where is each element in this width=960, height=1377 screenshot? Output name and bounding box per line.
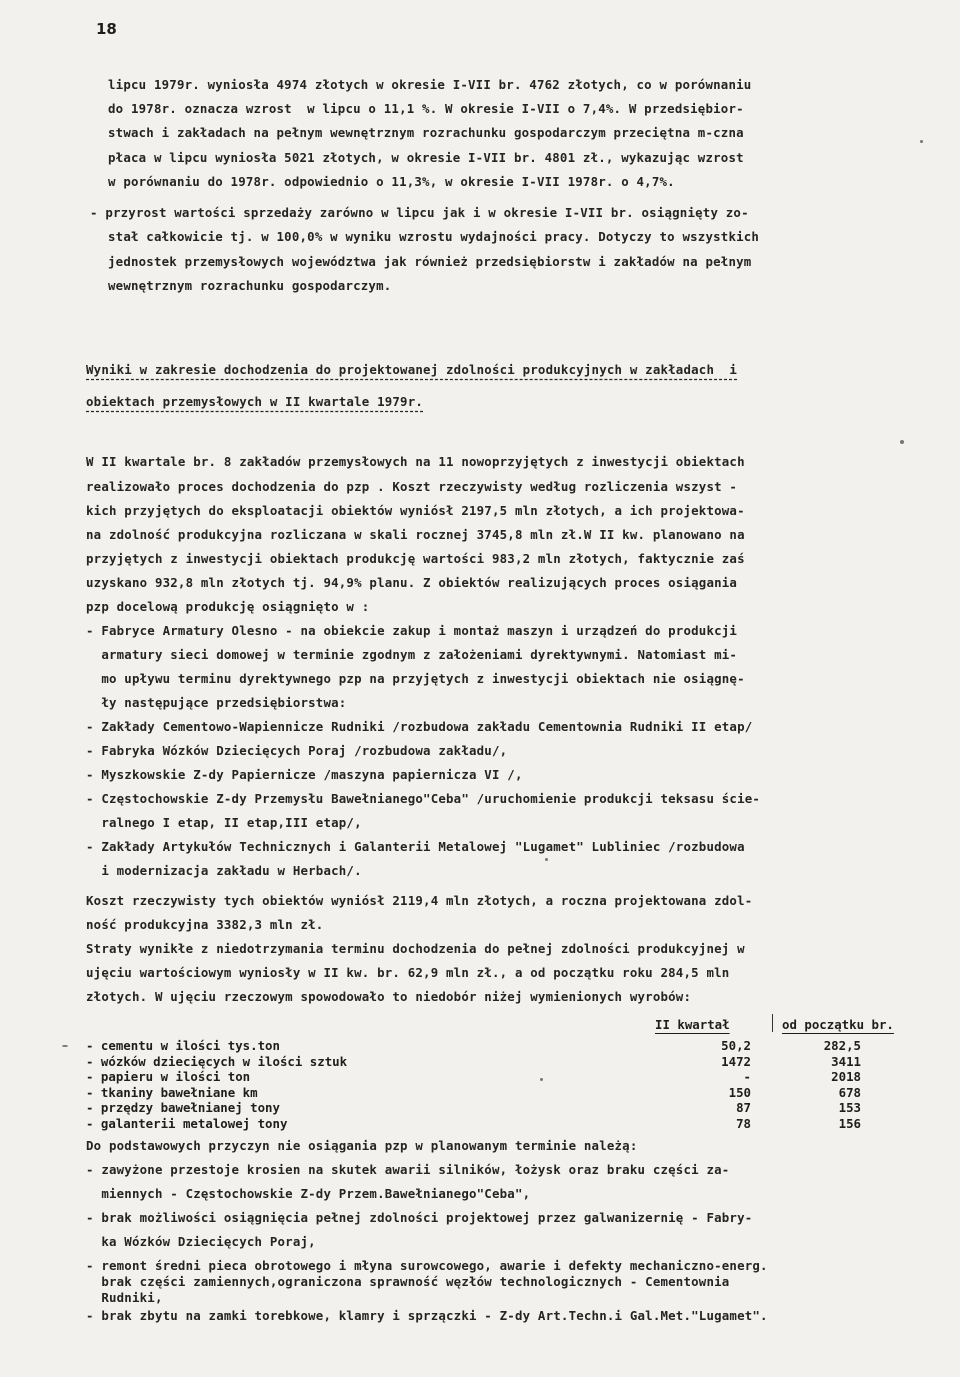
list-item: - brak możliwości osiągnięcia pełnej zdolności projektowej przez galwanizernię - Fabry-: [86, 1210, 753, 1225]
table-header-q2: II kwartał: [655, 1017, 730, 1032]
text-line: uzyskano 932,8 mln złotych tj. 94,9% planu. Z obiektów realizujących proces osiągania: [86, 575, 738, 590]
section-heading: obiektach przemysłowych w II kwartale 1979r.: [86, 394, 424, 409]
list-item: - brak zbytu na zamki torebkowe, klamry i sprzączki - Z-dy Art.Techn.i Gal.Met."Lugamet".: [86, 1308, 768, 1323]
list-item: brak części zamiennych,ograniczona sprawność węzłów technologicznych - Cementownia: [86, 1274, 730, 1289]
text-line: stwach i zakładach na pełnym wewnętrznym rozrachunku gospodarczym przeciętna m-czna: [108, 125, 744, 140]
table-divider: [772, 1014, 773, 1032]
list-item: Rudniki,: [86, 1290, 163, 1305]
table-cell-name: - tkaniny bawełniane km: [86, 1084, 258, 1100]
text-line: Straty wynikłe z niedotrzymania terminu dochodzenia do pełnej zdolności produkcyjnej w: [86, 941, 745, 956]
table-cell-ytd: 678: [838, 1084, 861, 1100]
table-cell-name: - wózków dziecięcych w ilości sztuk: [86, 1053, 348, 1069]
table-header-ytd: od początku br.: [782, 1017, 894, 1032]
list-item: - Zakłady Cementowo-Wapiennicze Rudniki /rozbudowa zakładu Cementownia Rudniki II etap/: [86, 719, 753, 734]
scan-speck: [920, 140, 923, 143]
text-line: płaca w lipcu wyniosła 5021 złotych, w okresie I-VII br. 4801 zł., wykazując wzrost: [108, 150, 744, 165]
text-line: realizowało proces dochodzenia do pzp . Koszt rzeczywisty według rozliczenia wszyst -: [86, 479, 738, 494]
scan-speck: [62, 1045, 68, 1047]
text-line: na zdolność produkcyjna rozliczana w skali rocznej 3745,8 mln zł.W II kw. planowano na: [86, 527, 745, 542]
page-number: 18: [96, 20, 117, 38]
table-cell-ytd: 282,5: [823, 1038, 861, 1053]
list-item: - Myszkowskie Z-dy Papiernicze /maszyna papiernicza VI /,: [86, 767, 523, 782]
table-cell-q2: 87: [736, 1100, 751, 1115]
table-row: [86, 1100, 906, 1116]
list-item: - Zakłady Artykułów Technicznych i Galanterii Metalowej "Lugamet" Lubliniec /rozbudowa: [86, 839, 745, 854]
text-line: wewnętrznym rozrachunku gospodarczym.: [108, 278, 392, 293]
text-line: przyjętych z inwestycji obiektach produkcję wartości 983,2 mln złotych, faktycznie zaś: [86, 551, 745, 566]
text-line: Koszt rzeczywisty tych obiektów wyniósł 2119,4 mln złotych, a roczna projektowana zdol-: [86, 893, 753, 908]
table-cell-ytd: 156: [838, 1115, 861, 1131]
text-line: - przyrost wartości sprzedaży zarówno w lipcu jak i w okresie I-VII br. osiągnięty zo-: [90, 205, 749, 220]
text-line: kich przyjętych do eksploatacji obiektów wyniósł 2197,5 mln złotych, a ich projektowa-: [86, 503, 745, 518]
list-item: - Fabryce Armatury Olesno - na obiekcie zakup i montaż maszyn i urządzeń do produkcji: [86, 623, 738, 638]
scan-speck: [545, 858, 548, 861]
text-line: ność produkcyjna 3382,3 mln zł.: [86, 917, 324, 932]
table-cell-name: - galanterii metalowej tony: [86, 1115, 288, 1131]
section-heading: Wyniki w zakresie dochodzenia do projektowanej zdolności produkcyjnych w zakładach i: [86, 362, 738, 377]
list-item: - zawyżone przestoje krosien na skutek awarii silników, łożysk oraz braku części za-: [86, 1162, 730, 1177]
text-line: złotych. W ujęciu rzeczowym spowodowało to niedobór niżej wymienionych wyrobów:: [86, 989, 692, 1004]
table-row: [86, 1038, 906, 1054]
text-line: pzp docelową produkcję osiągnięto w :: [86, 599, 370, 614]
list-item: - Częstochowskie Z-dy Przemysłu Bawełnianego"Ceba" /uruchomienie produkcji teksasu ście-: [86, 791, 761, 806]
text-line: w porównaniu do 1978r. odpowiednio o 11,3%, w okresie I-VII 1978r. o 4,7%.: [108, 174, 675, 189]
table-cell-name: - cementu w ilości tys.ton: [86, 1038, 280, 1053]
list-item: miennych - Częstochowskie Z-dy Przem.Bawełnianego"Ceba",: [86, 1186, 531, 1201]
text-line: stał całkowicie tj. w 100,0% w wyniku wzrostu wydajności pracy. Dotyczy to wszystkich: [108, 229, 760, 244]
scan-speck: [900, 440, 904, 444]
table-cell-name: - papieru w ilości ton: [86, 1069, 251, 1084]
list-item: - Fabryka Wózków Dziecięcych Poraj /rozbudowa zakładu/,: [86, 743, 508, 758]
table-row: [86, 1085, 906, 1101]
table-cell-q2: 50,2: [721, 1038, 751, 1053]
list-item: - remont średni pieca obrotowego i młyna surowcowego, awarie i defekty mechaniczno-energ.: [86, 1258, 768, 1273]
text-line: jednostek przemysłowych województwa jak również przedsiębiorstw i zakładów na pełnym: [108, 254, 752, 269]
table-row: [86, 1054, 906, 1070]
list-item: ralnego I etap, II etap,III etap/,: [86, 815, 362, 830]
table-cell-q2: 78: [736, 1115, 751, 1131]
scan-speck: [540, 1078, 543, 1081]
table-cell-ytd: 153: [838, 1100, 861, 1115]
list-item: armatury sieci domowej w terminie zgodnym z założeniami dyrektywnymi. Natomiast mi-: [86, 647, 738, 662]
table-cell-q2: 1472: [721, 1053, 751, 1069]
table-row: [86, 1069, 906, 1085]
text-line: ujęciu wartościowym wyniosły w II kw. br. 62,9 mln zł., a od początku roku 284,5 mln: [86, 965, 730, 980]
table-cell-q2: 150: [728, 1084, 751, 1100]
table-cell-name: - przędzy bawełnianej tony: [86, 1100, 280, 1115]
table-cell-ytd: 3411: [831, 1053, 861, 1069]
table-cell-ytd: 2018: [831, 1069, 861, 1084]
text-line: do 1978r. oznacza wzrost w lipcu o 11,1 %. W okresie I-VII o 7,4%. W przedsiębior-: [108, 101, 744, 116]
list-item: ka Wózków Dziecięcych Poraj,: [86, 1234, 316, 1249]
shortfall-table: [86, 1038, 906, 1131]
table-cell-q2: -: [743, 1069, 751, 1084]
text-line: lipcu 1979r. wyniosła 4974 złotych w okresie I-VII br. 4762 złotych, co w porównaniu: [108, 77, 752, 92]
list-item: ły następujące przedsiębiorstwa:: [86, 695, 347, 710]
list-item: mo upływu terminu dyrektywnego pzp na przyjętych z inwestycji obiektach nie osiągnę-: [86, 671, 745, 686]
text-line: Do podstawowych przyczyn nie osiągania pzp w planowanym terminie należą:: [86, 1138, 638, 1153]
text-line: W II kwartale br. 8 zakładów przemysłowych na 11 nowoprzyjętych z inwestycji obiektach: [86, 454, 745, 469]
list-item: i modernizacja zakładu w Herbach/.: [86, 863, 362, 878]
table-row: [86, 1116, 906, 1132]
